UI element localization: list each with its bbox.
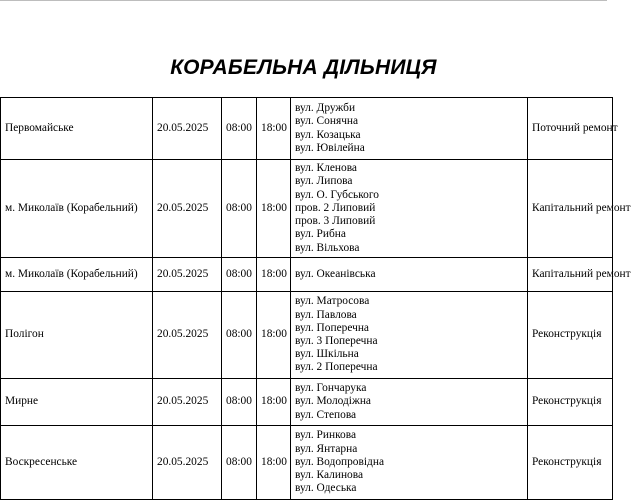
settlement-cell: м. Миколаїв (Корабельний) (1, 258, 153, 292)
work-type-cell: Реконструкція (528, 379, 613, 426)
street-item: вул. Одеська (295, 482, 357, 495)
street-item: вул. Водопровідна (295, 455, 384, 468)
start-time-cell: 08:00 (222, 292, 257, 379)
street-item: вул. Поперечна (295, 321, 369, 334)
streets-cell (291, 379, 528, 426)
end-time-cell: 18:00 (257, 292, 291, 379)
street-item: пров. 3 Липовий (295, 215, 376, 228)
street-item: вул. Янтарна (295, 442, 358, 455)
date-cell: 20.05.2025 (153, 379, 222, 426)
page-title: КОРАБЕЛЬНА ДІЛЬНИЦЯ (170, 56, 437, 79)
street-item: вул. 3 Поперечна (295, 335, 378, 347)
table-row (1, 292, 613, 379)
street-item: вул. Калинова (295, 469, 364, 482)
outage-schedule-table (0, 97, 631, 500)
street-item: вул. Ринкова (295, 429, 357, 442)
street-item: вул. 2 Поперечна (295, 361, 378, 374)
street-item: вул. Матросова (295, 295, 370, 308)
work-type-cell: Капітальний ремонт (528, 258, 613, 292)
work-type-cell: Реконструкція (528, 426, 613, 500)
street-item: вул. Океанівська (295, 267, 376, 280)
street-item: вул. Ювілейна (295, 141, 365, 154)
streets-cell (291, 426, 528, 500)
street-item: вул. Шкільна (295, 348, 359, 361)
street-item: вул. Дружби (295, 102, 356, 115)
work-type-cell: Поточний ремонт (528, 98, 613, 160)
streets-cell (291, 258, 528, 292)
table-row (1, 258, 613, 292)
street-item: пров. 2 Липовий (295, 201, 376, 214)
street-item: вул. Степова (295, 408, 357, 421)
start-time-cell: 08:00 (222, 379, 257, 426)
start-time-cell: 08:00 (222, 98, 257, 160)
end-time-cell: 18:00 (257, 379, 291, 426)
start-time-cell: 08:00 (222, 258, 257, 292)
street-item: вул. Рибна (295, 228, 346, 241)
streets-cell (291, 98, 528, 160)
street-item: вул. Липова (295, 175, 353, 188)
top-divider (0, 0, 607, 1)
date-cell: 20.05.2025 (153, 292, 222, 379)
street-item: вул. Павлова (295, 308, 357, 321)
settlement-cell: Первомайське (1, 98, 153, 160)
table-row (1, 160, 613, 258)
date-cell: 20.05.2025 (153, 426, 222, 500)
streets-cell (291, 160, 528, 258)
street-item: вул. Сонячна (295, 115, 359, 128)
table-row (1, 426, 613, 500)
end-time-cell: 18:00 (257, 426, 291, 500)
street-item: вул. Кленова (295, 162, 357, 175)
end-time-cell: 18:00 (257, 258, 291, 292)
street-item: вул. Козацька (295, 128, 361, 141)
date-cell: 20.05.2025 (153, 98, 222, 160)
table-row (1, 379, 613, 426)
date-cell: 20.05.2025 (153, 160, 222, 258)
start-time-cell: 08:00 (222, 426, 257, 500)
street-item: вул. Вільхова (295, 241, 360, 254)
street-item: вул. Гончарука (295, 382, 367, 395)
work-type-cell: Реконструкція (528, 292, 613, 379)
street-item: вул. Молодіжна (295, 395, 371, 408)
start-time-cell: 08:00 (222, 160, 257, 258)
street-item: вул. О. Губського (295, 188, 379, 201)
end-time-cell: 18:00 (257, 160, 291, 258)
end-time-cell: 18:00 (257, 98, 291, 160)
settlement-cell: м. Миколаїв (Корабельний) (1, 160, 153, 258)
date-cell: 20.05.2025 (153, 258, 222, 292)
work-type-cell: Капітальний ремонт (528, 160, 613, 258)
streets-cell (291, 292, 528, 379)
settlement-cell: Воскресенське (1, 426, 153, 500)
settlement-cell: Мирне (1, 379, 153, 426)
settlement-cell: Полігон (1, 292, 153, 379)
table-row (1, 98, 613, 160)
